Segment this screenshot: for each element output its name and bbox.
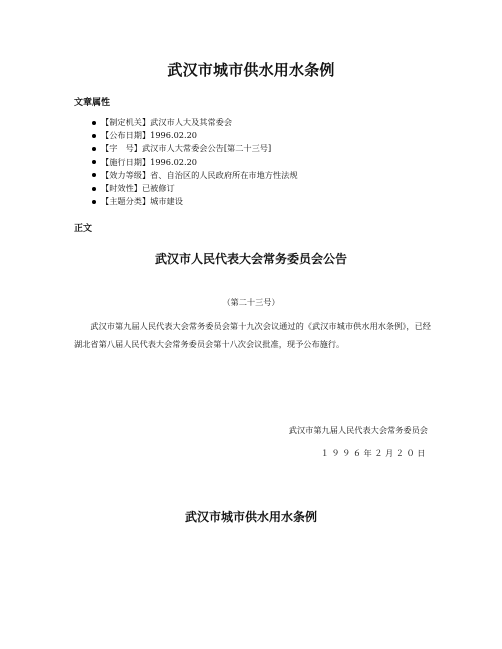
body-heading: 正文 xyxy=(74,224,93,234)
bullet-icon xyxy=(92,173,96,177)
attribute-text: 【公布日期】1996.02.20 xyxy=(101,130,198,141)
regulation-title: 武汉市城市供水用水条例 xyxy=(184,510,317,524)
attribute-item-validity xyxy=(92,182,298,195)
bullet-icon xyxy=(92,147,96,151)
attributes-list xyxy=(92,116,298,208)
attribute-text: 【效力等级】省、自治区的人民政府所在市地方性法规 xyxy=(101,169,298,180)
notice-body: 武汉市第九届人民代表大会常务委员会第十九次会议通过的《武汉市城市供水用水条例》，已经湖北省第八届人民代表大会常务委员会第十八次会议批准，现予公布施行。 xyxy=(74,321,431,349)
signature-date: １９９６年２月２０日 xyxy=(320,448,428,458)
attribute-item-subject-category xyxy=(92,195,298,208)
attribute-text: 【时效性】已被修订 xyxy=(101,183,175,194)
attribute-text: 【字 号】武汉市人大常委会公告[第二十三号] xyxy=(101,143,272,154)
document-title: 武汉市城市供水用水条例 xyxy=(167,61,335,79)
notice-title: 武汉市人民代表大会常务委员会公告 xyxy=(154,252,347,266)
attribute-text: 【主题分类】城市建设 xyxy=(101,196,183,207)
attribute-item-publish-date xyxy=(92,129,298,142)
attributes-heading: 文章属性 xyxy=(74,98,111,108)
attribute-item-document-number xyxy=(92,142,298,155)
attribute-item-effect-level xyxy=(92,169,298,182)
bullet-icon xyxy=(92,187,96,191)
attribute-text: 【施行日期】1996.02.20 xyxy=(101,156,198,167)
bullet-icon xyxy=(92,200,96,204)
attribute-item-effective-date xyxy=(92,156,298,169)
bullet-icon xyxy=(92,160,96,164)
signature-authority: 武汉市第九届人民代表大会常务委员会 xyxy=(288,425,428,435)
attribute-item-issuing-authority xyxy=(92,116,298,129)
notice-number: （第二十三号） xyxy=(222,297,280,307)
attribute-text: 【制定机关】武汉市人大及其常委会 xyxy=(101,117,233,127)
bullet-icon xyxy=(92,121,96,125)
bullet-icon xyxy=(92,134,96,138)
